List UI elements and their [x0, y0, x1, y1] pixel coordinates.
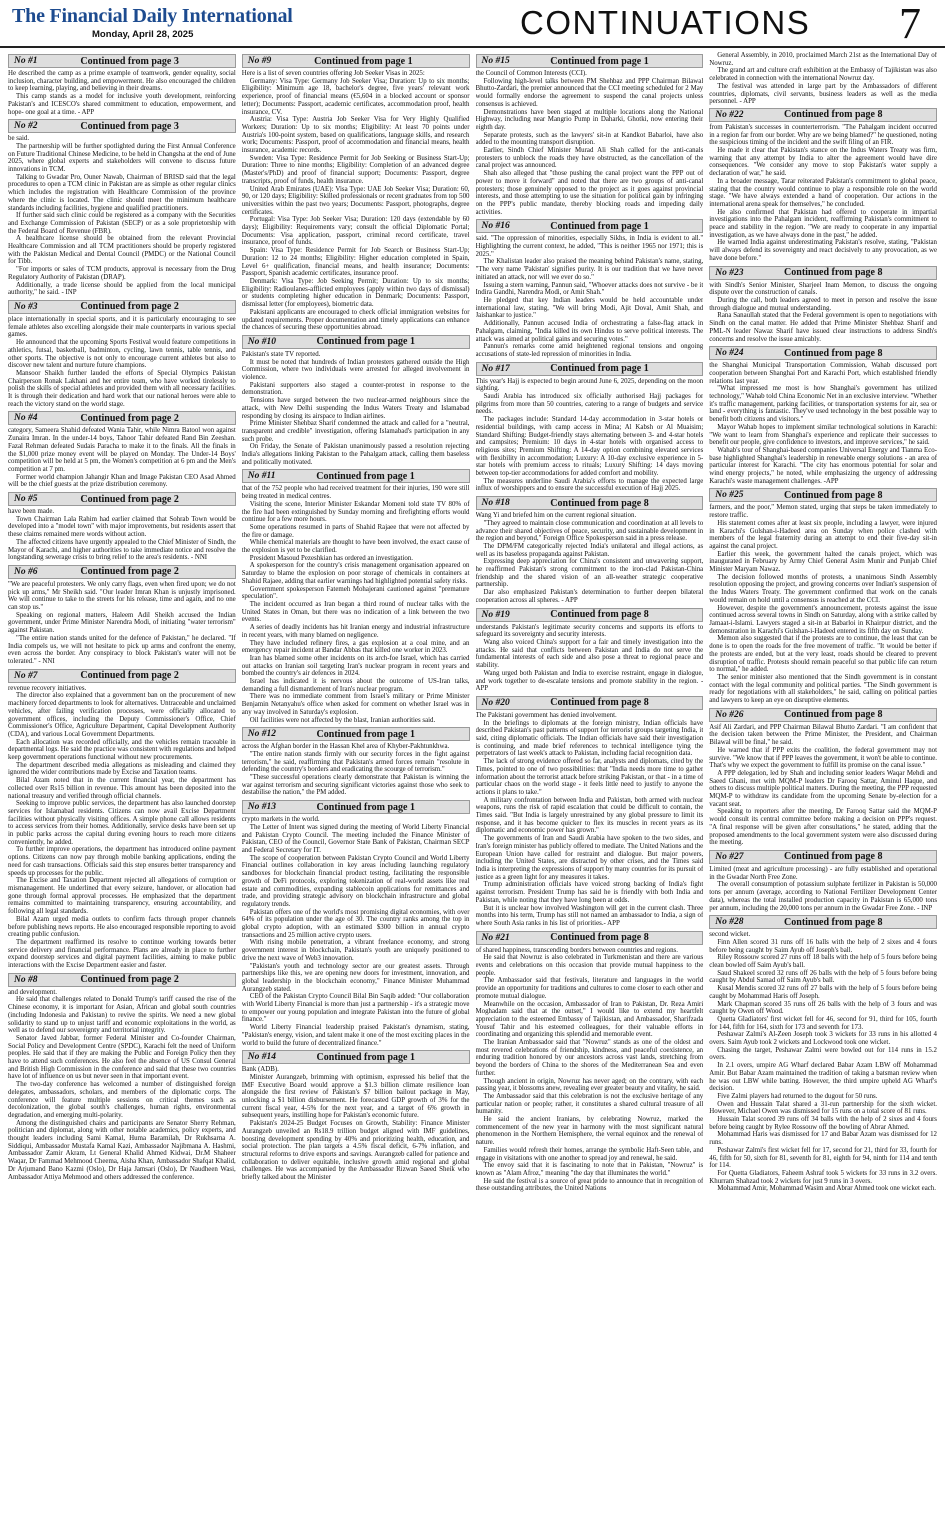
paragraph: United Arab Emirates (UAE): Visa Type: UAE Job Seeker Visa; Duration: 60, 90, or 120 days; Eligibility: Skilled professionals or recent graduates from top 500 universities within the past two years; Documents: Passport, photographs, degree certificates.: [241, 185, 470, 216]
story: [242, 800, 470, 1047]
paragraph: They have included refinery fires, a gas explosion at a coal mine, and an emergency repair incident at Bandar Abbas that killed one worker in 2023.: [241, 639, 470, 655]
paragraph: The Ambassador said that festivals, literature and languages in the world provide an opportunity for traditions and cultures to come closer to each other and promote mutual dialogue.: [475, 977, 704, 1000]
paragraph: Visiting the scene, Interior Minister Eskandar Momeni told state TV 80% of the fire had been extinguished by Sunday morning and firefighting efforts would continue for a few more hours.: [241, 500, 470, 524]
story: [476, 54, 704, 216]
story: [476, 696, 704, 928]
paragraph: In 2.1 overs, umpire AG Wharf declared Babar Azam LBW off Mohammad Amir. But Babar Azam maintained the tradition of taking a batsman review when he was out LBW while batting. However, the third umpire upheld AG Wharf's decision.: [709, 1062, 937, 1093]
paragraph: Expressing deep appreciation for China's consistent and unwavering support, he reaffirmed Pakistan's strong commitment to the iron-clad Pakistan-China friendship and the shared vision of an all-weather strategic cooperative partnership.: [475, 558, 704, 589]
paragraph: second wicket.: [709, 931, 751, 939]
paragraph: He said the ancient Iranians, by celebrating Nowruz, marked the commencement of the new year in harmony with the most significant natural phenomenon in the Northern Hemisphere, the vernal equinox and the renewal of nature.: [475, 1116, 704, 1147]
paragraph: The department described media allegations as misleading and claimed they ignored the wider contributions made by Excise and Taxation teams.: [8, 761, 236, 777]
story: [242, 1050, 470, 1182]
story: [8, 669, 236, 970]
paragraph: This year's Hajj is expected to begin around June 6, 2025, depending on the moon sighting.: [475, 377, 704, 393]
page-number: 7: [899, 0, 921, 48]
paragraph: While chemical materials are thought to have been involved, the exact cause of the explosion is yet to be clarified.: [241, 539, 470, 555]
continued-from-label: Continued from page 2: [80, 493, 179, 505]
paragraph: Speaking to reporters after the meeting, Dr Farooq Sattar said the MQM-P would consult its central committee before making a decision on PPP's request. "A final response will be given after consultations," he stated, adding that the proposed amendments to the local government system were also discussed during the meeting.: [709, 808, 937, 847]
paragraph: The DPM/FM categorically rejected India's unilateral and illegal actions, as well as its baseless propaganda against Pakistan.: [475, 542, 704, 558]
paragraph: Iran has blamed some other incidents on its arch-foe Israel, which has carried out attacks on Iranian soil targeting Iran's nuclear program in recent years and bombed the country's air defences in 2024.: [241, 654, 470, 678]
paragraph: "We are peaceful protesters. We only carry flags, even when fired upon; we do not pick up arms," Mr Sheikh said. "Our leader Imran Khan is unjustly imprisoned. We will continue to take to the streets for his release, time and again, and no one can stop us.": [8, 580, 236, 612]
story-number: No #26: [715, 709, 744, 720]
paragraph: Bilal Azam urged media outlets to confirm facts through proper channels before publishing news reports. He also encouraged responsible reporting to avoid creating public confusion.: [8, 915, 236, 939]
story-number: No #22: [715, 109, 744, 120]
continued-from-label: Continued from page 1: [314, 55, 413, 67]
continuation-header: [242, 469, 470, 483]
paragraph: understands Pakistan's legitimate security concerns and supports its efforts to safeguard its sovereignty and security interests.: [475, 623, 704, 639]
paragraph: During the call, both leaders agreed to meet in person and resolve the issue through dialogue and mutual understanding.: [709, 296, 937, 312]
story: [709, 488, 937, 704]
continued-from-label: Continued from page 8: [784, 347, 883, 359]
continuation-header: [8, 492, 236, 506]
masthead-title: The Financial Daily International: [12, 5, 293, 27]
paragraph: with Sindh's Senior Minister, Sharjeel Inam Memon, to discuss the ongoing dispute over the construction of canals.: [709, 281, 937, 297]
paragraph: Speaking on regional matters, Haleem Adil Sheikh accused the Indian government, under Prime Minister Narendra Modi, of initiating "water terrorism" against Pakistan.: [8, 611, 236, 635]
paragraph: The measures underline Saudi Arabia's efforts to manage the expected large influx of worshippers and to ensure the successful execution of Hajj 2025.: [475, 477, 704, 493]
paragraph: Riley Rossouw scored 27 runs off 18 balls with the help of 5 fours before being clean bowled off Saim Ayub's ball.: [709, 954, 937, 970]
paragraph: that of the 752 people who had received treatment for their injuries, 190 were still being treated in medical centres.: [241, 485, 470, 501]
story-number: No #13: [247, 802, 276, 813]
paragraph: General Assembly, in 2010, proclaimed March 21st as the International Day of Nowruz.: [709, 52, 937, 67]
story-number: No #10: [247, 336, 276, 347]
story-number: No #3: [14, 301, 38, 312]
paragraph: Mohammad Amir, Mohammad Wasim and Abrar Ahmed took one wicket each.: [717, 1185, 936, 1193]
paragraph: Pakistani applicants are encouraged to check official immigration websites for updated requirements. Proper documentation and timely applications can enhance the chances of securing these opportunities abroad.: [241, 308, 470, 332]
continued-from-label: Continued from page 3: [80, 55, 179, 67]
continuation-header: [476, 931, 704, 945]
paragraph: Five Zalmi players had returned to the dugout for 50 runs.: [717, 1092, 878, 1100]
continued-from-label: Continued from page 8: [784, 267, 883, 279]
paragraph: There was no immediate comment from Israel's military or Prime Minister Benjamin Netanyahu's office when asked for comment on whether Israel was in any way involved in Saturday's explosion.: [241, 693, 470, 716]
continued-from-label: Continued from page 8: [784, 851, 883, 863]
continued-from-label: Continued from page 2: [80, 301, 179, 313]
page-header: [0, 0, 945, 48]
paragraph: He said that Nowruz is also celebrated in Turkmenistan and there are various events and celebrations on this occasion that provide mutual happiness to the people.: [475, 954, 704, 977]
paragraph: A spokesperson for the country's crisis management organisation appeared on Saturday to blame the explosion on poor storage of chemicals in containers at Shahid Rajaee, adding that earlier warnings had highlighted potential safety risks.: [241, 562, 470, 585]
paragraph: The Pakistani government has denied involvement.: [475, 711, 617, 719]
paragraph: His statement comes after at least six people, including a lawyer, were injured in Karachi's Gulshan-i-Hadeed area on Sunday when police clashed with members of the legal fraternity during an attempt to end their five-day sit-in against the canal project.: [709, 519, 937, 550]
story: [242, 727, 470, 797]
paragraph: He pledged that key Indian leaders would be held accountable under international law, stating, "We will bring Modi, Ajit Doval, Amit Shah, and Jaishankar to justice.": [475, 296, 704, 320]
continued-from-label: Continued from page 1: [316, 336, 415, 348]
paragraph: "They agreed to maintain close communication and coordination at all levels to advance their shared objectives of peace, security, and sustainable development in the region and beyond," Foreign Office Spokesperson said in a press release.: [475, 519, 704, 543]
paragraph: A series of deadly incidents has hit Iranian energy and industrial infrastructure in recent years, with many blamed on negligence.: [241, 624, 470, 639]
paragraph: The scope of cooperation between Pakistan Crypto Council and World Liberty Financial outlines collaboration in key areas including launching regulatory sandboxes for blockchain financial product testing, facilitating the responsible growth of DeFi protocols, exploring tokenization of real-world assets like real estate and commodities, expanding stablecoin applications for remittances and trade, and providing strategic advisory on blockchain infrastructure and global regulatory trends.: [241, 854, 470, 908]
paragraph: Austria: Visa Type: Austria Job Seeker Visa for Very Highly Qualified Workers; Duration: Up to six months; Eligibility: At least 70 points under Austria's 100-point system, based on qualifications, language skills, and research work; Documents: Passport, proof of accommodation and financial means, health insurance, academic records.: [241, 116, 470, 155]
paragraph: place internationally in special sports, and it is particularly encouraging to see female athletes also excelling alongside their male counterparts in various special games.: [8, 315, 236, 339]
paragraph: He said that challenges related to Donald Trump's tariff caused the rise of the Chinese economy, it is important for Asian, African and global south countries (including Indonesia and Pakistan) to revive the spirits. We need a new global solidarity to stand up to unjust tariff and economic exploitations in the world, as well as to defend our sovereignty and territorial integrity.: [8, 996, 236, 1035]
paragraph: Finn Allen scored 31 runs off 16 balls with the help of 2 sixes and 4 fours before being caught by Saim Ayub off Joseph's ball.: [709, 938, 937, 954]
column: [242, 52, 470, 1522]
paragraph: Demonstrations have been staged at multiple locations along the National Highway, including near Mangrio Pump in Daharki, Ghotki, now entering their eighth day.: [475, 108, 704, 131]
story: [476, 608, 704, 693]
column: [709, 52, 937, 1522]
paragraph: Bank (ADB).: [241, 1066, 279, 1074]
continued-from-label: Continued from page 1: [550, 363, 649, 375]
paragraph: Denmark: Visa Type: Job Seeking Permit; Duration: Up to six months; Eligibility: Radioulanes-afflicted employees (apply within two days of dismissal) or students completing higher education in Denmark; Documents: Passport, dismissal letter (for employees), biometric data.: [241, 277, 470, 309]
paragraph: across the Afghan border in the Hassan Khel area of Khyber-Pakhtunkhwa.: [241, 743, 450, 751]
story-number: No #5: [14, 494, 38, 505]
paragraph: The senior minister also mentioned that the Sindh government is in constant contact with the legal community and political parties. "The Sindh government is ready for negotiations with all stakeholders," he said, calling on political parties and lawyers to keep an eye on disruptive elements.: [709, 673, 937, 705]
story-number: No #15: [481, 56, 510, 66]
paragraph: In the briefings to diplomats at the foreign ministry, Indian officials have described Pakistan's past patterns of support for terrorist groups targeting India, it said, citing diplomatic officials. The Indian officials have said their investigation is continuing, and made brief references to technical intelligence tying the perpetrators of last week's attack to Pakistan, including facial recognition data.: [475, 719, 704, 758]
continued-from-label: Continued from page 2: [80, 670, 179, 682]
paragraph: A healthcare license should be obtained from the relevant Provincial Healthcare Commission and all TCM practitioners should be properly registered with the Pakistan Medical and Dental Council (PMDC) or the National Council for Tibb.: [8, 235, 236, 266]
continued-from-label: Continued from page 8: [784, 489, 883, 501]
paragraph: Sweden: Visa Type: Residence Permit for Job Seeking or Business Start-Up; Duration: Three to nine months; Eligibility: Completion of an advanced degree (Master's/PhD) and proof of financial support; Documents: Passport, degree transcripts, proof of funds, health insurance.: [241, 154, 470, 185]
continued-from-label: Continued from page 1: [550, 55, 649, 67]
paragraph: "These successful operations clearly demonstrate that Pakistan is winning the war against terrorism and securing significant victories against those who seek to destabilise the nation," the PM added.: [241, 774, 470, 797]
paragraph: In a broader message, Tarar reiterated Pakistan's commitment to global peace, stating that the country would continue to play a responsible role on the world stage. "We have always extended a hand of cooperation. Our actions in the international arena speak for themselves," he concluded.: [709, 177, 937, 208]
story-number: No #19: [481, 609, 510, 620]
story-number: No #28: [715, 917, 744, 928]
columns-container: [8, 52, 937, 1522]
paragraph: He described the camp as a prime example of teamwork, gender equality, social inclusion, character building, and empowerment. He also encouraged the children to keep learning, playing, and believing in their dreams.: [8, 70, 236, 93]
paragraph: Chasing the target, Peshawar Zalmi were bowled out for 114 runs in 15.2 overs.: [709, 1046, 937, 1062]
paragraph: The department reaffirmed its resolve to continue working towards better service delivery and financial performance. Plans are already in place to further expand doorstep services and digital payment facilities, aiming to make public interactions with the Excise Department easier and faster.: [8, 938, 236, 970]
paragraph: the Shanghai Municipal Transportation Commission, Wahab discussed port cooperation between Shanghai Port and Karachi Port, which established friendly relations last year.: [709, 362, 937, 385]
paragraph: Asif Ali Zardari, and PPP Chairman Bilawal Bhutto Zardari. "I am confident that the decision taken between the Prime Minister, the President, and Chairman Bilawal will be final," he said.: [709, 723, 937, 747]
paragraph: Wang urged both Pakistan and India to exercise restraint, engage in dialogue, and work together to de-escalate tensions and promote stability in the region. - APP: [475, 669, 704, 693]
paragraph: Each allocation was recorded officially, and the vehicles remain traceable in departmental logs. He said the practice was consistent with regulations and helped keep government operations functional without new procurements.: [8, 738, 236, 762]
story-number: No #11: [247, 471, 276, 482]
story-number: No #16: [481, 221, 510, 232]
story: [476, 931, 704, 1194]
paragraph: The incident occurred as Iran began a third round of nuclear talks with the United States in Oman, but there was no indication of a link between the two events.: [241, 601, 470, 624]
story: [476, 496, 704, 604]
paragraph: and development.: [8, 988, 57, 996]
paragraph: Peshawar Zalmi's Al-Zeen Joseph took 3 wickets for 33 runs in his allotted 4 overs. Saim Ayub took 2 wickets and Lockwood took one wicket.: [709, 1031, 937, 1047]
story: [8, 54, 236, 116]
paragraph: Mayor Wahab hopes to implement similar technological solutions in Karachi: "We want to learn from Shanghai's experience and replicate their successes to benefit our people, give confidence to investors, and improve services," he said.: [709, 423, 937, 447]
story: [8, 411, 236, 489]
continuation-header: [709, 488, 937, 502]
paragraph: Peshawar Zalmi's first wicket fell for 17, second for 21, third for 33, fourth for 46, fifth for 50, sixth for 81, seventh for 81, eighth for 94, ninth for 114 and tenth for 114.: [709, 1146, 937, 1170]
story: [709, 915, 937, 1193]
paragraph: said. "The oppression of minorities, especially Sikhs, in India is evident to all." Highlighting the current context, he added, "This is neither 1965 nor 1971; this is 2025.": [475, 235, 704, 258]
paragraph: category, Sameera Shahid defeated Wania Tahir, while Nimra Batool won against Zunaira Imran. In the under-14 boys, Tahoor Tahir defeated Rand Bin Zeeshan. Fazal Rehman defeated Sudais Paracha to make it to the finals. All the finals in the $1,000 prize money event will be played on Monday. The Under-14 Boys' competition will be held at 5 pm, the Women's competition at 6 pm and the Men's competition at 7 pm.: [8, 427, 236, 473]
paragraph: For Quetta Gladiators, Faheem Ashraf took 5 wickets for 33 runs in 3.2 overs. Khurram Shahzad took 2 wickets for just 9 runs in 3 overs.: [709, 1170, 937, 1185]
paragraph: Trump administration officials have voiced strong backing of India's fight against terrorism. President Trump has said he is friendly with both India and Pakistan, while noting that they have long been at odds.: [475, 881, 704, 904]
paragraph: The Excise and Taxation Department rejected all allegations of corruption or mismanagement. He underlined that every seizure, handover, or allocation had gone through formal approval processes. He emphasized that the department remains committed to maintaining transparency, ensuring accountability, and following all legal standards.: [8, 877, 236, 916]
paragraph: Seeking to improve public services, the department has also launched doorstep services for Islamabad residents. Citizens can now avail Excise Department facilities without physically visiting offices. A simple phone call allows residents to access services from their homes. Additionally, service desks have been set up in public parks across the capital during evening hours to reach more citizens conveniently, he added.: [8, 800, 236, 846]
story: [709, 346, 937, 485]
story-number: No #8: [14, 974, 38, 985]
continued-from-label: Continued from page 8: [784, 709, 883, 721]
paragraph: Additionally, a trade license should be applied from the local municipal authority," he said. - INP: [8, 281, 236, 297]
paragraph: It must be noted that hundreds of Indian protesters gathered outside the High Commission, where two individuals were arrested for alleged involvement in violence.: [241, 358, 470, 382]
story: [709, 708, 937, 847]
story-number: No #1: [14, 56, 38, 66]
continued-from-label: Continued from page 1: [316, 728, 415, 740]
paragraph: Issuing a stern warning, Pannun said, "Whoever attacks does not survive - be it Indira Gandhi, Narendra Modi, or Amit Shah.": [475, 281, 704, 297]
continued-from-label: Continued from page 8: [550, 609, 649, 621]
paragraph: He announced that the upcoming Sports Festival would feature competitions in athletics, futsal, basketball, badminton, cycling, lawn tennis, table tennis, and other sports. The objective is not only to encourage current athletes but also to discover new talent and nurture future champions.: [8, 339, 236, 370]
paragraph: Additionally, Pannun accused India of orchestrating a false-flag attack in Pahalgam, claiming, "India killed its own Hindus to serve political interests. The attack was aimed at political gains and securing votes.": [475, 320, 704, 343]
continuation-header: [8, 119, 236, 133]
paragraph: Families would refresh their homes, arrange the symbolic Haft-Seen table, and engage in visitations with one another to spread joy and renewal, he said.: [475, 1146, 704, 1162]
paragraph: Former world champion Jahangir Khan and Image Pakistan CEO Asad Ahmed will be the chief guests at the prize distribution ceremony.: [8, 473, 236, 489]
paragraph: Quetta Gladiators' first wicket fell for 46, second for 91, third for 105, fourth for 144, fifth for 164, sixth for 173 and seventh for 173.: [709, 1015, 937, 1031]
column: [476, 52, 704, 1522]
paragraph: from Pakistan's successes in counterterrorism. "The Pahalgam incident occurred in a region far from our border. Why are we being blamed?" he questioned, noting the suspicious timing of the incident and the swift filing of an FIR.: [709, 123, 937, 147]
story-number: No #24: [715, 348, 744, 359]
paragraph: "For imports or sales of TCM products, approval is necessary from the Drug Regulatory Authority of Pakistan (DRAP).: [8, 266, 236, 281]
continuation-header: [8, 669, 236, 683]
paragraph: The partnership will be further spotlighted during the First Annual Conference on Future Traditional Chinese Medicine, to be held in Changsha at the end of June 2025, where global experts and stakeholders will convene to discuss future innovations in TCM.: [8, 142, 236, 174]
paragraph: However, despite the government's announcement, protests against the issue continued across several towns in Sindh on Saturday, along with a strike called by Jamaat-i-Islami. Lawyers staged a sit-in at Babarloi in Khairpur district, and the demonstration in Karachi's Gulshan-i-Hadeed entered its fifth day on Sunday.: [709, 604, 937, 635]
paragraph: the Council of Common Interests (CCI).: [475, 70, 587, 77]
paragraph: Wang Yi and briefed him on the current regional situation.: [475, 512, 637, 520]
paragraph: "The entire nation stands firmly with our security forces in the fight against terrorism," he said, reaffirming that Pakistan's armed forces remain "resolute in defending the country's borders and eradicating the scourge of terrorism.": [241, 750, 470, 774]
paragraph: revenue recovery initiatives.: [8, 684, 87, 692]
continued-from-label: Continued from page 8: [784, 916, 883, 928]
paragraph: Tensions have surged between the two nuclear-armed neighbours since the attack, with New Delhi suspending the Indus Waters Treaty and Islamabad responding by closing its airspace to Indian airlines.: [241, 397, 470, 420]
paragraph: The overall consumption of potassium sulphate fertilizer in Pakistan is 50,000 tons per annum (average, according to National Fertilizer Development Center data), whereas the total installed production capacity in Pakistan is 65,000 tons per annum, including the 20,000 tons per annum in the Gwadar Free Zone. - INP: [709, 881, 937, 912]
story-number: No #7: [14, 670, 38, 681]
paragraph: The director also explained that a government ban on the procurement of new machinery forced departments to look for alternatives. Untraceable and unclaimed vehicles, after failing verification processes, were officially allocated to government offices, including the Deputy Commissioner's Office, Chief Commissioner's Office, Agriculture Department, Capital Development Authority (CDA), and various Local Government Departments.: [8, 692, 236, 738]
continuation-header: [242, 54, 470, 68]
paragraph: Pakistani supporters also staged a counter-protest in response to the demonstration.: [241, 381, 470, 397]
paragraph: Minister Aurangzeb, brimming with optimism, expressed his belief that the IMF Executive Board would approve a $1.3 billion climate resilience loan alongside the first review of Pakistan's $7 billion bailout package in May, unlocking a $1 billion disbursement. He forecasted GDP growth of 3% for the current fiscal year, 4-5% for the next year, and a target of 6% growth in subsequent years, instilling hope for Pakistan's economic future.: [241, 1073, 470, 1120]
story-number: No #18: [481, 498, 510, 509]
continuation-header: [476, 696, 704, 710]
paragraph: A PPP delegation, led by Shah and including senior leaders Waqar Mehdi and Saeed Ghani, met with MQM-P leaders Dr Farooq Sattar, Aminul Haque, and others to discuss multiple political matters. During the meeting, the PPP requested MQM-P to withdraw its candidate from the upcoming Senate by-election for a vacant seat.: [709, 769, 937, 808]
paragraph: Saudi Arabia has introduced six officially authorised Hajj packages for pilgrims from more than 50 countries, catering to a range of budgets and service needs.: [475, 393, 704, 416]
paragraph: Israel has indicated it is nervous about the outcome of US-Iran talks, demanding a full dismantlement of Iran's nuclear program.: [241, 678, 470, 693]
paragraph: have been made.: [8, 508, 55, 516]
story-number: No #25: [715, 490, 744, 501]
story: [709, 850, 937, 912]
continuation-header: [709, 915, 937, 929]
story: [709, 108, 937, 263]
paragraph: Germany: Visa Type: Germany Job Seeker Visa; Duration: Up to six months; Eligibility: Minimum age 18, bachelor's degree, five years' relevant work experience, proof of financial means (€5,604 in a blocked account or sponsor letter); Documents: Passport, academic certificates, accommodation proof, health insurance, CV.: [241, 77, 470, 116]
paragraph: The Khalistan leader also praised the meaning behind Pakistan's name, stating, "The very name 'Pakistan' signifies purity. It is our tradition that we have never initiated an attack, nor will we ever do so.": [475, 258, 704, 281]
paragraph: Pakistan offers one of the world's most promising digital economies, with over 64% of its population under the age of 30. The country ranks among the top in global crypto adoption, with an estimated $300 billion in annual crypto transactions and 25 million active crypto users.: [241, 908, 470, 939]
paragraph: If further said such clinic could be registered as a company with the Securities and Exchange Commission of Pakistan (SECP) or as a sole proprietorship with the Federal Board of Revenue (FBR).: [8, 212, 236, 235]
paragraph: This camp stands as a model for inclusive youth development, reinforcing Pakistan's and ICESCO's shared commitment to education, empowerment, and hope- one goal at a time. - APP: [8, 93, 236, 116]
paragraph: Town Chairman Lala Rahim had earlier claimed that Sohrab Town would be developed into a "model town" with major improvements, but residents assert that these claims remained mere words without action.: [8, 515, 236, 539]
paragraph: He also confirmed that Pakistan had offered to cooperate in impartial investigations into the Pahalgam incident, reaffirming Pakistan's commitment to peace and stability in the region. "We are ready to cooperate in any impartial investigation, as we have always done in the past," he added.: [709, 208, 937, 239]
paragraph: Talking to Gwadar Pro, Ouner Nawab, Chairman of BRISD said that the legal procedures to open a TCM clinic in Pakistan are as simple as other regular clinics which includes the registration with Healthcare Commission of the province where the clinic is located. The clinic should meet the minimum healthcare standards including facilities, hygiene and qualified practitioners.: [8, 173, 236, 212]
paragraph: "The entire nation stands united for the defence of Pakistan," he declared. "If India compels us, we will not hesitate to pick up arms and confront the enemy, even across the border. Any conspiracy to block Pakistan's water will not be tolerated." - NNI: [8, 634, 236, 665]
continuation-header: [242, 335, 470, 349]
continued-from-label: Continued from page 2: [80, 566, 179, 578]
paragraph: The Letter of Intent was signed during the meeting of World Liberty Financial and Pakistan Crypto Council. The meeting included the Finance Minister of Pakistan, CEO of the Council, Governor State Bank of Pakistan, Chairman SECP and Federal Secretary for IT.: [241, 823, 470, 854]
paragraph: Pakistan's 2024-25 Budget Focuses on Growth, Stability: Finance Minister Aurangzeb unveiled an Rs18.9 trillion budget aligned with IMF guidelines, boosting development spending by 40% and prioritizing health, education, and social protection. The plan targets a 4.5% fiscal deficit, 6-7% inflation, and structural reforms to drive exports and savings. Aurangzeb called for patience and collaboration to deliver equitable, inclusive growth amid regional and global challenges. He was accompanied by the Ambassador Rizwan Saeed Sheik who briefly talked about the Minister: [241, 1120, 470, 1182]
continuation-header: [476, 362, 704, 376]
continued-from-label: Continued from page 8: [784, 109, 883, 121]
paragraph: Oil facilities were not affected by the blast, Iranian authorities said.: [249, 716, 436, 724]
column-lead-text: [709, 52, 937, 106]
paragraph: Wang also voiced China's support for a fair and timely investigation into the attacks. He said that conflicts between Pakistan and India do not serve the fundamental interests of each side and also pose a threat to regional peace and stability.: [475, 639, 704, 670]
story-number: No #12: [247, 729, 276, 740]
paragraph: Dar also emphasized Pakistan's determination to further deepen bilateral cooperation across all spheres. - APP: [475, 589, 704, 604]
paragraph: Spain: Visa Type: Residence Permit for Job Search or Business Start-Up; Duration: 12 to 24 months; Eligibility: Higher education completed in Spain, Level 6+ qualification, financial means, and health insurance; Documents: Passport, Spanish academic certificates, insurance proof.: [241, 247, 470, 278]
continued-from-label: Continued from page 1: [316, 470, 415, 482]
continuation-header: [8, 54, 236, 68]
paragraph: "Pakistan's youth and technology sector are our greatest assets. Through partnerships like this, we are opening new doors for investment, innovation, and global leadership in the blockchain economy," Finance Minister Muhammad Aurangzeb stated.: [241, 962, 470, 993]
story: [709, 266, 937, 344]
continuation-header: [709, 346, 937, 360]
continued-from-label: Continued from page 1: [316, 1051, 415, 1063]
paragraph: The decision followed months of protests, a unanimous Sindh Assembly resolution opposing the project, and growing concerns over Indian's suspension of the Indus Waters Treaty. The government confirmed that work on the canals would remain on hold until a consensus is reached at the CCI.: [709, 573, 937, 604]
paragraph: of shared happiness, transcending borders between countries and regions.: [475, 946, 678, 954]
story: [476, 219, 704, 358]
paragraph: Earlier this week, the government halted the canals project, which was inaugurated in February by Army Chief General Asim Munir and Punjab Chief Minister Maryam Nawaz.: [709, 550, 937, 574]
paragraph: Mark Chapman scored 35 runs off 26 balls with the help of 3 fours and was caught by Owen off Wood.: [709, 1000, 937, 1016]
paragraph: Senator Javed Jabbar, former Federal Minister and Co-founder Chairman, Social Policy and Development Centre (SPDC), Karachi felt the need of Uniform peoples. He said that if they are making the Public and Foreign Policy then they have to attend such conferences. He also feel the absence of US Consul General and British High Commission in the conference and said that these two countries have lot of influence on us but never seen in that important event.: [8, 1034, 236, 1081]
paragraph: Saud Shakeel scored 32 runs off 26 balls with the help of 5 fours before being caught by Abdul Samad off Saim Ayub's ball.: [709, 969, 937, 985]
section-title: CONTINUATIONS: [520, 4, 811, 41]
paragraph: Pannun's remarks come amid heightened regional tensions and ongoing accusations of state-led repression of minorities in India.: [475, 343, 704, 358]
paragraph: A military confrontation between India and Pakistan, both armed with nuclear weapons, runs the risk of rapid escalation that could be difficult to contain, the Times said. "But India is largely unrestrained by any global pressure to limit its response, and it has become quicker to flex its muscles in recent years as its diplomatic and economic power has grown.": [475, 796, 704, 835]
paragraph: The two-day conference has welcomed a number of distinguished foreign delegates, ambassadors, scholars, and members of the diplomatic corps. The conference will feature multiple sessions on critical themes such as decolonization, the global south's challenges, human rights, environmental degradation, and emerging multi-polarity.: [8, 1081, 236, 1119]
story-number: No #2: [14, 121, 38, 132]
paragraph: Bilal Azam noted that in the current financial year, the department has collected over Rs15 billion in revenue. This amount has been deposited into the national treasury and verified through official channels.: [8, 777, 236, 800]
paragraph: The Iranian Ambassador said that "Nowruz" stands as one of the oldest and most revered celebrations of friendship, kindness, and peaceful coexistence, an enduring tradition honored by our ancestors across vast lands, stretching from beyond the borders of China to the shores of the Mediterranean Sea and even further.: [475, 1039, 704, 1077]
continuation-header: [709, 850, 937, 864]
paragraph: Earlier, Sindh Chief Minister Murad Ali Shah called for the anti-canals protesters to unblock the roads they have obstructed, as the cancellation of the canal project was announced.: [475, 147, 704, 170]
story: [8, 973, 236, 1182]
story: [242, 469, 470, 724]
paragraph: Following high-level talks between PM Shehbaz and PPP Chairman Bilawal Bhutto-Zardari, the premier announced that the CCI meeting scheduled for 2 May would formally endorse the agreement to suspend the canal projects unless consensus is achieved.: [475, 77, 704, 108]
continuation-header: [8, 565, 236, 579]
continuation-header: [242, 800, 470, 814]
paragraph: The grand art and culture craft exhibition at the Embassy of Tajikistan was also celebrated in connection with the international Nowruz day.: [709, 67, 937, 83]
paragraph: On Friday, the Senate of Pakistan unanimously passed a resolution rejecting India's allegations linking Pakistan to the Pahalgam attack, calling them baseless and politically motivated.: [241, 443, 470, 466]
paragraph: Here is a list of seven countries offering Job Seeker Visas in 2025:: [241, 70, 425, 77]
paragraph: He said the festival is a source of great pride to announce that in recognition of these outstanding attributes, the United Nations: [475, 1177, 704, 1193]
column: [8, 52, 236, 1522]
paragraph: Among the distinguished chairs and participants are Senator Sherry Rehman, politician and diplomat, along with other notable academics, policy experts, and thought leaders including Sami Kamal, Huma Baramilah, Dr Rukhsarna A. Siddiqui, Ambassador Mustafa Kamal Kazi, Ambassador Najibmana A. Hashmi, Ambassador Zamir Akram, Lt General Khalid Ahmed Kidwai, Dr.M Shaheer Waqar, Dr Fammad Mehmood Cheema, Aisha Khan, Ambassador Shafqat Khalid, Dr Arjumand Bano Kazmi (Oslo), Dr Haja Jamsari (Oslo), Dr Naudheen Wasi, Ambassador Attiya Mehmood and others addressed the conference.: [8, 1119, 236, 1181]
continued-from-label: Continued from page 2: [80, 974, 179, 986]
continued-from-label: Continued from page 8: [550, 697, 649, 709]
continuation-header: [242, 1050, 470, 1064]
paragraph: The affected citizens have urgently appealed to the Chief Minister of Sindh, the Mayor of Karachi, and higher authorities to take immediate notice and resolve the longstanding sewerage crisis to bring relief to the area's residents. - NNI: [8, 538, 236, 562]
paragraph: World Liberty Financial leadership praised Pakistan's dynamism, stating, "Pakistan's energy, vision, and talent make it one of the most exciting places in the world to build the future of decentralized finance.": [241, 1024, 470, 1047]
continuation-header: [476, 496, 704, 510]
paragraph: But it is unclear how involved Washington will get in the current clash. Three months into his term, Trump has still not named an ambassador to India, a sign of where South Asia ranks in his list of priorities.- APP: [475, 904, 704, 927]
continuation-header: [8, 300, 236, 314]
paragraph: Hussain Talat scored 39 runs off 34 balls with the help of 2 sixes and 4 fours before being caught by Rylee Rossouw off the bowling of Abrar Ahmed.: [709, 1116, 937, 1131]
paragraph: Portugal: Visa Type: Job Seeker Visa; Duration: 120 days (extendable by 60 days); Eligibility: Requirements vary; consult the official Diplomatic Portal; Documents: Visa application, passport, criminal record certificate, travel insurance, proof of funds.: [241, 216, 470, 247]
continuation-header: [709, 108, 937, 122]
paragraph: "What impressed me most is how Shanghai's government has utilized technology," Wahab told China Economic Net in an exclusive interview. "Whether it's traffic management, parking facilities, or transportation systems for air, sea or land - everything is fantastic. They've used technology in the best possible way to benefit both citizens and visitors.": [709, 385, 937, 424]
paragraph: CEO of the Pakistan Crypto Council Bilal Bin Saqib added: "Our collaboration with World Liberty Financial is more than just a partnership - it's a strategic move to empower our young population and integrate Pakistan into the future of global finance.": [241, 993, 470, 1024]
continuation-header: [709, 708, 937, 722]
story-number: No #14: [247, 1052, 276, 1063]
story: [8, 119, 236, 297]
story: [242, 54, 470, 332]
paragraph: Rana Sanaullah stated that the Federal government is open to negotiations with Sindh on the canal matter. He added that Prime Minister Shehbaz Sharif and PML-N leader Nawaz Sharif have issued clear instructions to address Sindh's concerns and resolve the issue amicably.: [709, 312, 937, 343]
paragraph: The packages include: Standard 14-day accommodation in 3-star hotels or residential buildings, with camp access in Mina; Al Kabsh or Al Muaisim; Standard Shifting: Budget-friendly stays alternating between 3- and 4-star hotels and campsites; Premium: 10 days in 4-star hotels with organised access to religious sites; Premium Shifting: A 14-day option combining elevated services with flexibility in accommodation; Luxury: A 10-day exclusive experience in 5-star hotels with premium access to rituals; Luxury Shifting: 14 days moving between top-tier accommodations for added comfort and mobility.: [475, 416, 704, 478]
paragraph: He made it clear that Pakistan's stance on the Indus Waters Treaty was firm, warning that any attempt by India to alter the agreement would have dire consequences. "We consider any move to stop Pakistan's water supply a declaration of war," he said.: [709, 147, 937, 178]
continued-from-label: Continued from page 8: [550, 497, 649, 509]
paragraph: The lack of strong evidence offered so far, analysts and diplomats, cited by the Times, pointed to one of two possibilities: that "India needs more time to gather information about the terrorist attack before striking Pakistan, or that - in a time of particular chaos on the world stage - it feels little need to justify to anyone the actions it plans to take.": [475, 758, 704, 796]
story-number: No #23: [715, 267, 744, 278]
paragraph: Prime Minister Shehbaz Sharif condemned the attack and called for a "neutral, transparent and credible" investigation, offering Islamabad's participation in any such probe.: [241, 420, 470, 443]
continued-from-label: Continued from page 1: [316, 801, 415, 813]
continuation-header: [242, 727, 470, 741]
continuation-header: [8, 973, 236, 987]
paragraph: President Masoud Pezeshkian has ordered an investigation.: [249, 554, 413, 562]
paragraph: Pakistan's state TV reported.: [241, 350, 321, 358]
continued-from-label: Continued from page 3: [80, 120, 179, 132]
paragraph: Limited (meat and agriculture processing) - are fully established and operational in the Gwadar North Free Zone.: [709, 865, 937, 881]
paragraph: Meanwhile on the occasion, Ambassador of Iran to Pakistan, Dr. Reza Amiri Moghadam said that at the outset," I would like to extend my heartfelt appreciation to the esteemed Embassy of Tajikistan, and Ambassador, Sharifzada Yousuf Tahir and his esteemed colleagues, for their valuable efforts in coordinating and organizing this splendid and memorable event.: [475, 1000, 704, 1039]
paragraph: The envoy said that it is fascinating to note that in Pakistan, "Nowruz" is known as "Alam Afroz," meaning "the day that illuminates the world.": [475, 1162, 704, 1177]
continued-from-label: Continued from page 1: [550, 220, 649, 232]
paragraph: The festival was attended in large part by the Ambassadors of different countries, diplomats, civil servants, business leaders as well as the media personnel. - APP: [709, 82, 937, 106]
story-number: No #9: [247, 56, 272, 66]
paragraph: Some operations resumed in parts of Shahid Rajaee that were not affected by the fire or damage.: [241, 523, 470, 539]
paragraph: farmers, and the poor," Memon stated, urging that steps be taken immediately to restore traffic.: [709, 504, 937, 520]
paragraph: Mohammad Haris was dismissed for 17 and Babar Azam was dismissed for 12 runs.: [709, 1131, 937, 1147]
story: [242, 335, 470, 467]
paragraph: Wahab's tour of Shanghai-based companies Universal Energy and Tianma Eco-base highlighted Shanghai's leadership in renewable energy solutions - an area of particular interest for Karachi. "The city has enormous potential for solar and wind energy projects," he noted, while emphasizing the urgency of addressing Karachi's waste management challenges. -APP: [709, 446, 937, 485]
paragraph: With rising mobile penetration, a vibrant freelance economy, and strong government interest in blockchain, Pakistan's youth are uniquely positioned to drive the next wave of Web3 innovation.: [241, 939, 470, 962]
paragraph: Owen and Hussain Talat shared a 31-run partnership for the sixth wicket. However, Michael Owen was dismissed for 15 runs on a total score of 81 runs.: [709, 1100, 937, 1116]
story-number: No #6: [14, 566, 38, 577]
paragraph: be said.: [8, 135, 30, 143]
paragraph: Separate protests, such as the lawyers' sit-in at Kandkot Babarloi, have also added to the mounting transport disruption.: [475, 131, 704, 147]
publication-date: Monday, April 28, 2025: [92, 29, 194, 40]
continuation-header: [476, 608, 704, 622]
continued-from-label: Continued from page 8: [550, 932, 649, 944]
story-number: No #4: [14, 413, 38, 424]
paragraph: The Ambassador said that this celebration is not the exclusive heritage of any particular nation or people; rather, it constitutes a shared cultural treasure of all humanity.: [475, 1092, 704, 1116]
story-number: No #27: [715, 851, 744, 862]
paragraph: Shah also alleged that "those pushing the canal project want the PPP out of power to move it forward" and noted that there are two groups of anti-canal protesters; those genuinely opposed to the project as it goes against provincial interests, and those attempting to use the situation for political gain by infringing on the PPP's public mandate, thereby blocking roads and impeding daily activities.: [475, 170, 704, 216]
story: [8, 492, 236, 562]
paragraph: crypto markets in the world.: [241, 816, 320, 824]
continued-from-label: Continued from page 2: [80, 412, 179, 424]
story: [8, 565, 236, 666]
paragraph: Memon also suggested that if the protests are to continue, the least that can be done is to open the roads for the free movement of traffic. "It would be better if the protests are ended, but at the very least, roads should be cleared to prevent disruption of traffic. Protests should remain peaceful so that public life can return to normal," he added.: [709, 635, 937, 674]
paragraph: Kusal Mendis scored 32 runs off 27 balls with the help of 5 fours before being caught by Mohammad Haris off Joseph.: [709, 985, 937, 1000]
story: [8, 300, 236, 408]
continuation-header: [709, 266, 937, 280]
story-number: No #17: [481, 363, 510, 374]
story-number: No #20: [481, 697, 510, 708]
continuation-header: [476, 54, 704, 68]
paragraph: Mansoor Shaikh further lauded the efforts of Special Olympics Pakistan Chairperson Ronak Lakhani and her entire team, who have worked tirelessly to polish the skills of special athletes and provided them with all necessary facilities. It is through their dedication and hard work that our national heroes were able to reach the victory stand on the world stage.: [8, 369, 236, 408]
paragraph: The governments of Iran and Saudi Arabia have spoken to the two sides, and Iran's foreign minister has publicly offered to mediate. The United Nations and the European Union have called for restraint and dialogue. But major powers, including the United States, are distracted by other crises, and the Times said India is interpreting the expressions of support by many countries for its pursuit of justice as a green light for any measures it takes.: [475, 835, 704, 881]
continuation-header: [476, 219, 704, 233]
paragraph: He warned that if PPP exits the coalition, the federal government may not survive. "We know that if PPP leaves the government, it won't be able to continue. That's why we expect the government to fulfill its promise on the canal issue.": [709, 746, 937, 770]
paragraph: Government spokesperson Fatemeh Mohajerani cautioned against "premature speculation".: [241, 585, 470, 601]
story-number: No #21: [481, 932, 510, 943]
story: [476, 362, 704, 494]
paragraph: Though ancient in origin, Nowruz has never aged; on the contrary, with each passing year, it blossoms anew, revealing ever greater beauty and vitality, he said.: [475, 1077, 704, 1093]
paragraph: To further improve operations, the department has introduced online payment options. Citizens can now pay through mobile banking applications, ending the need for cash transactions. Officials said this step ensures better transparency and speeds up processes for the public.: [8, 846, 236, 877]
continuation-header: [8, 411, 236, 425]
paragraph: He warned India against underestimating Pakistan's resolve, stating, "Pakistan will always defend its sovereignty and react decisively to any provocation, as we have done before.": [709, 239, 937, 262]
